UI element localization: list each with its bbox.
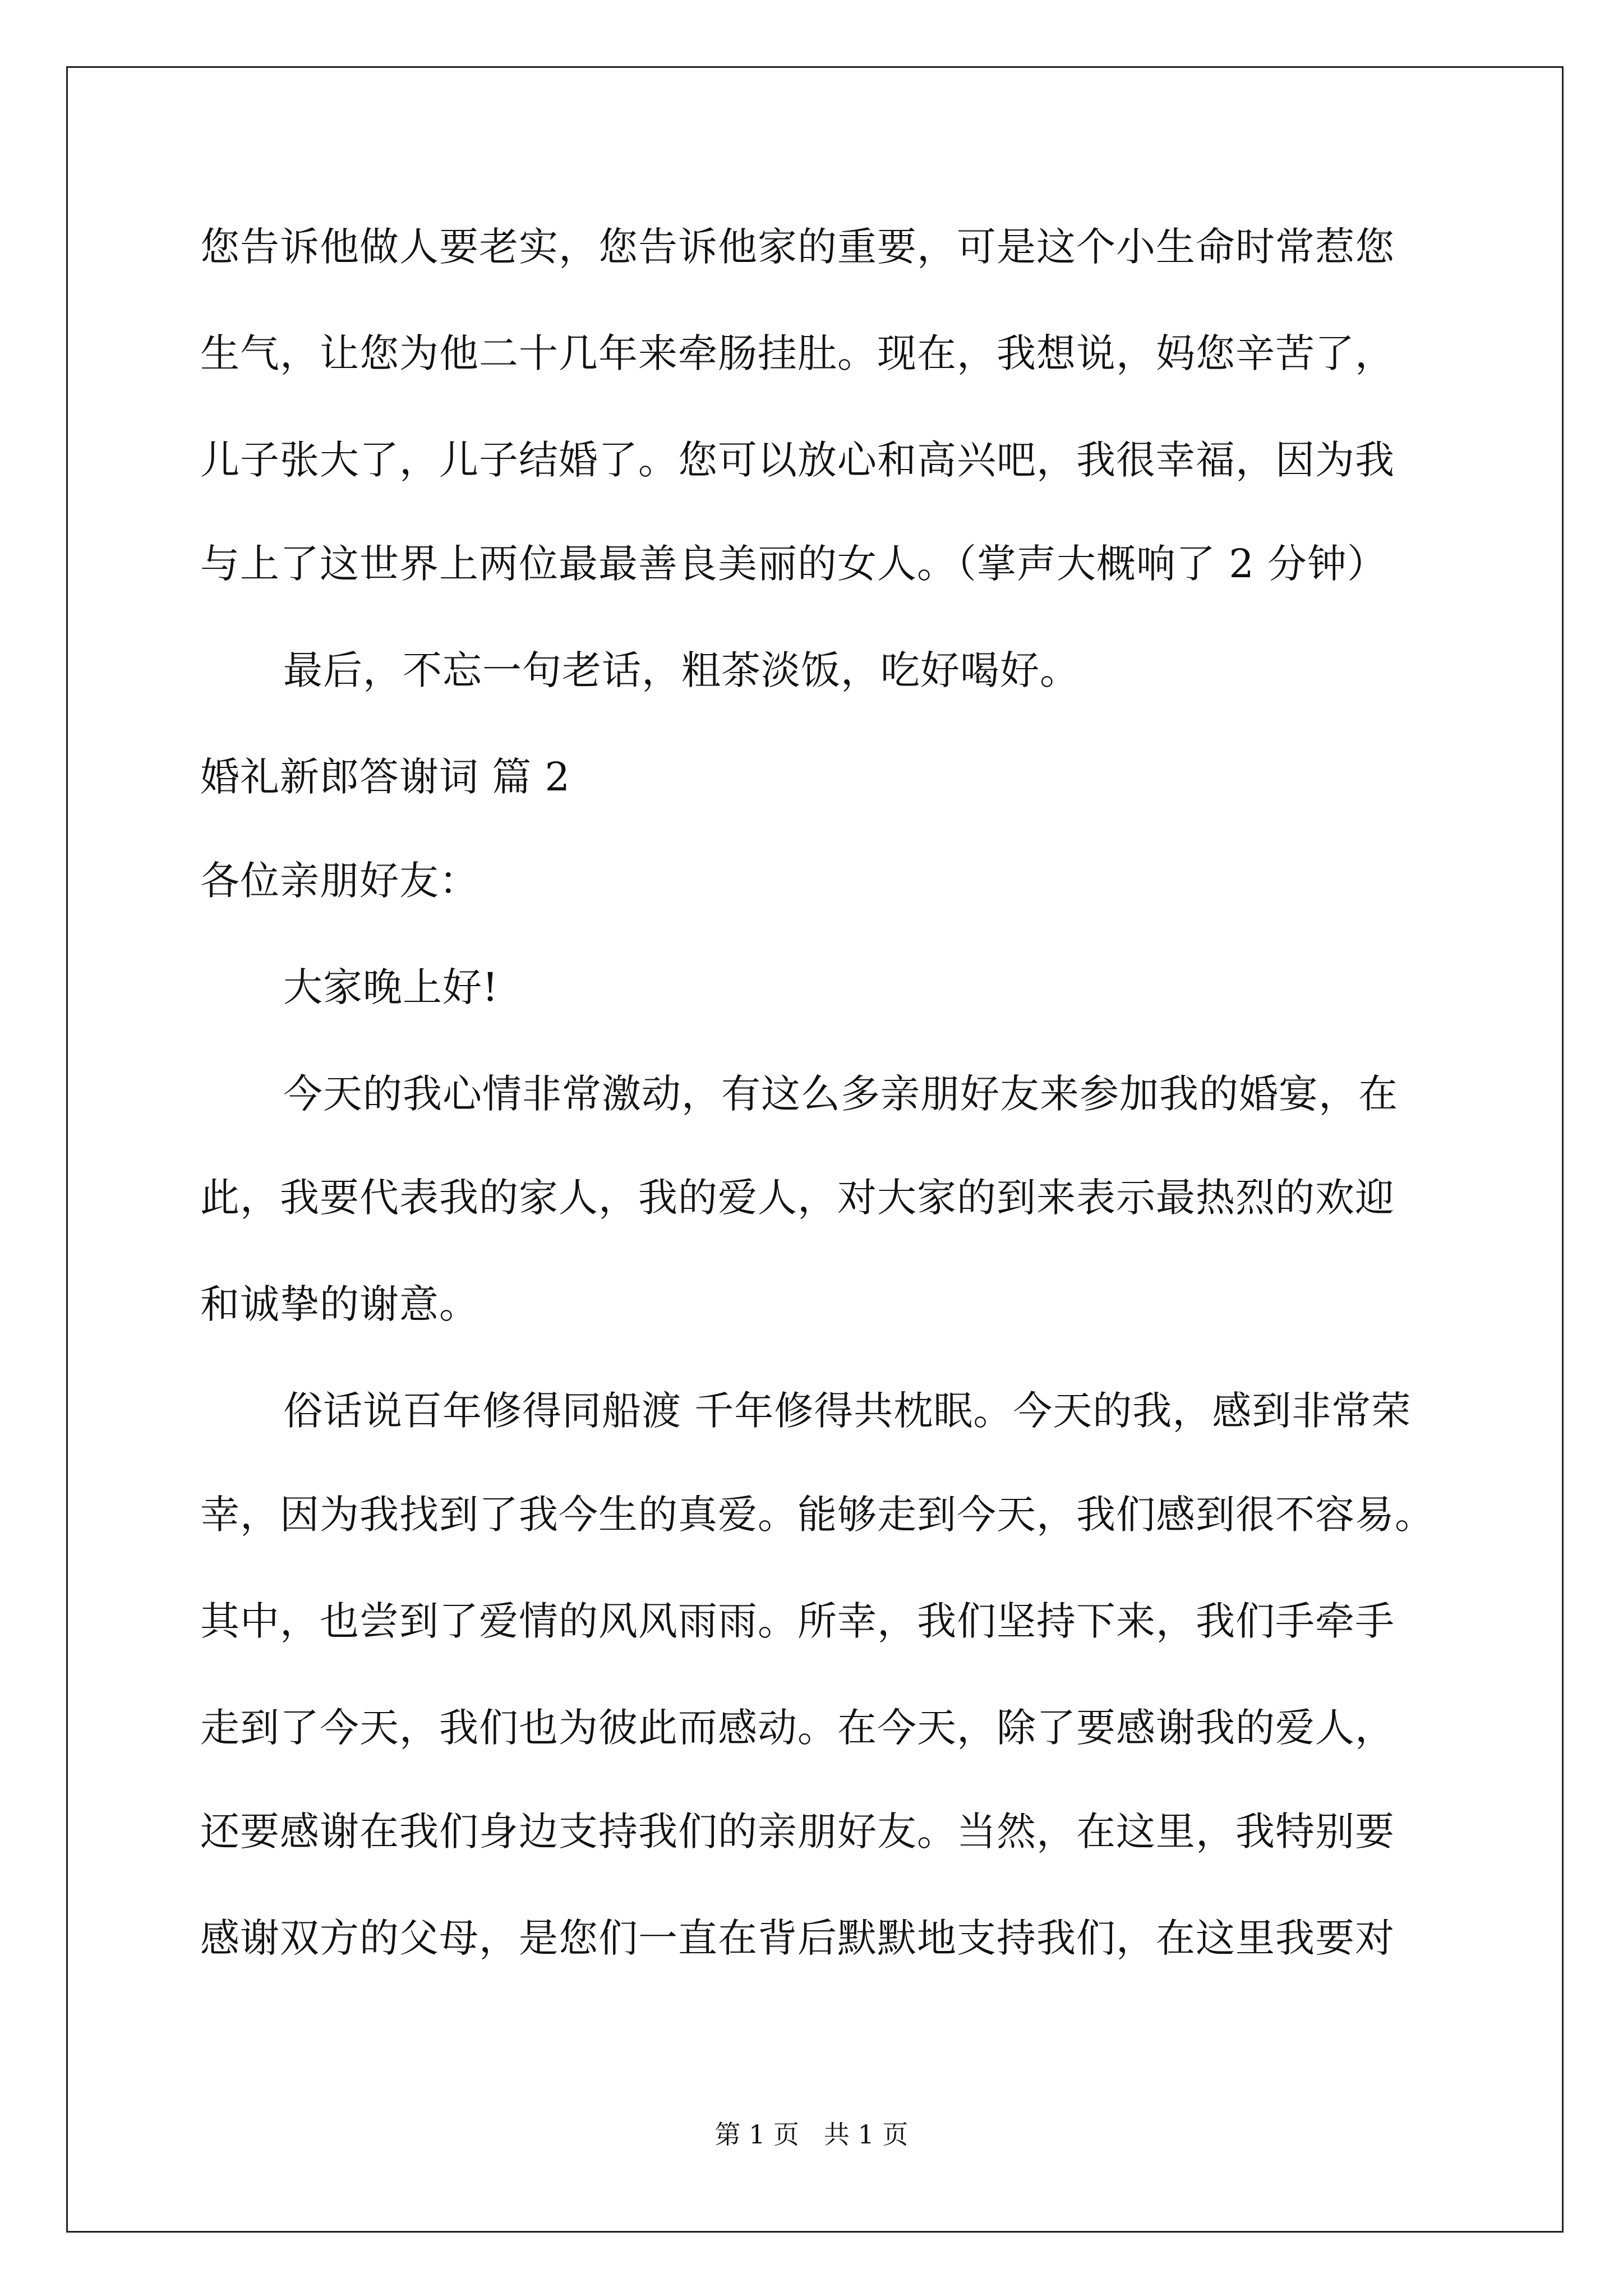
paragraph-line: 走到了今天，我们也为彼此而感动。在今天，除了要感谢我的爱人， xyxy=(200,1705,1395,1751)
page-border xyxy=(66,66,1564,2233)
paragraph-line: 与上了这世界上两位最最善良美丽的女人。（掌声大概响了 2 分钟） xyxy=(200,541,1387,587)
paragraph-line: 俗话说百年修得同船渡 千年修得共枕眠。今天的我，感到非常荣 xyxy=(283,1388,1412,1434)
paragraph-line: 感谢双方的父母，是您们一直在背后默默地支持我们，在这里我要对 xyxy=(200,1915,1395,1961)
paragraph-line: 和诚挚的谢意。 xyxy=(200,1281,479,1327)
paragraph-line: 儿子张大了，儿子结婚了。您可以放心和高兴吧，我很幸福，因为我 xyxy=(200,437,1395,483)
greeting: 大家晚上好! xyxy=(283,964,499,1010)
section-heading: 婚礼新郎答谢词 篇 2 xyxy=(200,754,571,800)
page-number: 第 1 页 共 1 页 xyxy=(714,2119,909,2150)
paragraph-line: 今天的我心情非常激动，有这么多亲朋好友来参加我的婚宴，在 xyxy=(283,1071,1398,1117)
paragraph-line: 您告诉他做人要老实，您告诉他家的重要，可是这个小生命时常惹您 xyxy=(200,224,1395,270)
salutation: 各位亲朋好友： xyxy=(200,858,479,904)
paragraph-line: 最后，不忘一句老话，粗茶淡饭，吃好喝好。 xyxy=(283,647,1080,693)
paragraph-line: 此，我要代表我的家人，我的爱人，对大家的到来表示最热烈的欢迎 xyxy=(200,1175,1395,1221)
paragraph-line: 生气，让您为他二十几年来牵肠挂肚。现在，我想说，妈您辛苦了， xyxy=(200,330,1395,376)
paragraph-line: 还要感谢在我们身边支持我们的亲朋好友。当然，在这里，我特别要 xyxy=(200,1809,1395,1855)
paragraph-line: 其中，也尝到了爱情的风风雨雨。所幸，我们坚持下来，我们手牵手 xyxy=(200,1598,1395,1644)
paragraph-line: 幸，因为我找到了我今生的真爱。能够走到今天，我们感到很不容易。 xyxy=(200,1492,1435,1538)
